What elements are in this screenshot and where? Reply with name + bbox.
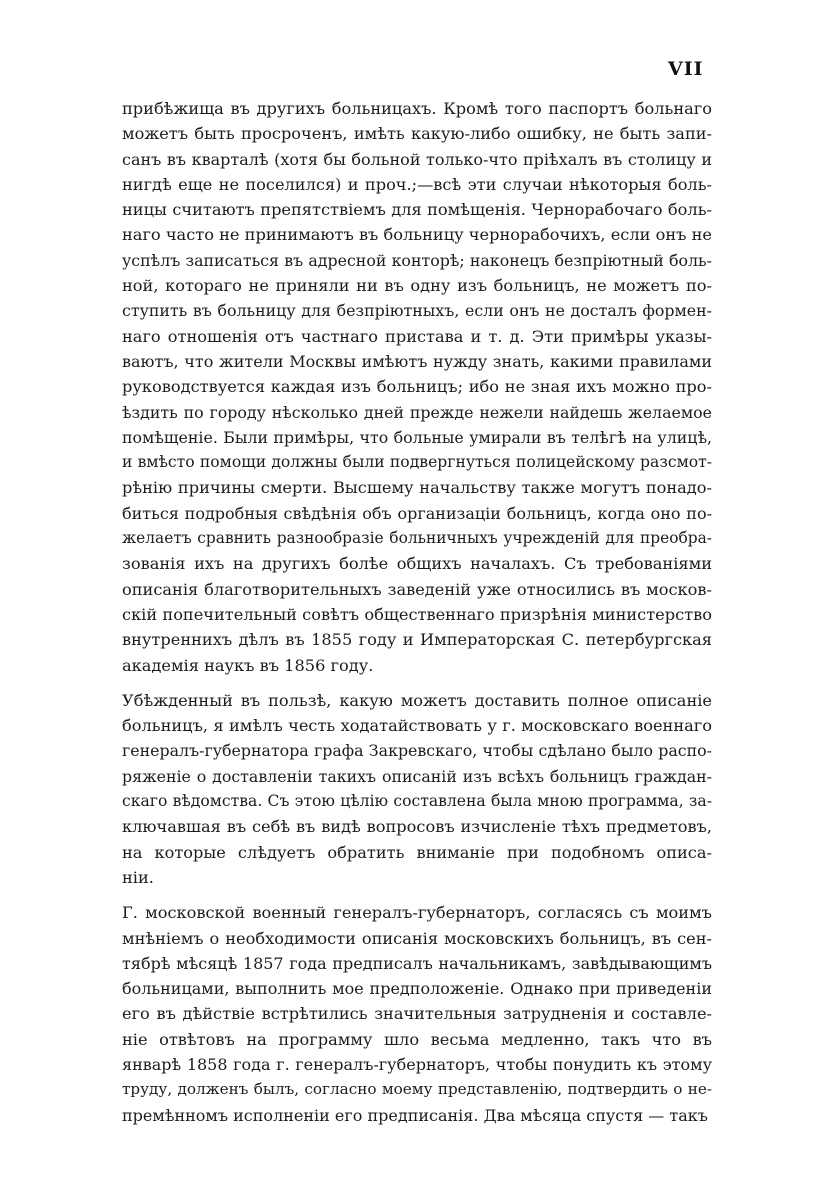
text-line: ѣздить по городу нѣсколько дней прежде нежели найдешь желаемое [122,402,712,422]
text-line: больницъ, я имѣлъ честь ходатайствовать у г. московскаго военнаго [122,716,712,736]
body-text [122,96,712,1128]
text-line: руководствуется каждая изъ больницъ; ибо не зная ихъ можно про- [122,377,712,397]
text-line: ряженіе о доставленіи такихъ описаній изъ всѣхъ больницъ граждан- [122,766,712,786]
text-line: академія наукъ въ 1856 году. [122,655,374,675]
text-line: тябрѣ мѣсяцѣ 1857 года предписалъ начальникамъ, завѣдывающимъ [122,953,712,973]
text-line: генералъ-губернатора графа Закревскаго, чтобы сдѣлано было распо- [122,741,712,761]
text-line: его въ дѣйствіе встрѣтились значительныя затрудненія и составле- [122,1004,712,1024]
text-line: скаго вѣдомства. Съ этою цѣлію составлена была мною программа, за- [122,792,712,811]
text-line: ваютъ, что жители Москвы имѣютъ нужду знать, какими правилами [122,351,712,371]
text-line: на которые слѣдуетъ обратить вниманіе при подобномъ описа- [122,842,712,862]
text-line: наго часто не принимаютъ въ больницу чернорабочихъ, если онъ не [122,225,712,245]
text-line: наго отношенія отъ частнаго пристава и т. д. Эти примѣры указы- [122,326,712,346]
text-line: зованія ихъ на другихъ болѣе общихъ началахъ. Съ требованіями [122,554,712,574]
text-line: премѣнномъ исполненіи его предписанія. Два мѣсяца спустя — такъ [122,1105,708,1125]
text-line: ключавшая въ себѣ въ видѣ вопросовъ изчисленіе тѣхъ предметовъ, [122,817,712,837]
paragraph-1 [122,96,712,678]
text-line: прибѣжища въ другихъ больницахъ. Кромѣ того паспортъ больнаго [122,99,712,118]
text-line: труду, долженъ былъ, согласно моему представленію, подтвердить о не- [122,1080,712,1099]
text-line: ницы считаютъ препятствіемъ для помѣщенія. Чернорабочаго боль- [122,200,712,220]
text-line: ніи. [122,867,154,887]
text-line: желаетъ сравнить разнообразіе больничныхъ учрежденій для преобра- [122,529,712,548]
text-line: скій попечительный совѣтъ общественнаго призрѣнія министерство [122,604,712,624]
text-line: биться подробныя свѣдѣнія объ организаціи больницъ, когда оно по- [122,503,712,523]
text-line: ступить въ больницу для безпріютныхъ, если онъ не досталъ формен- [122,301,712,321]
text-line: и вмѣсто помощи должны были подвергнуться полицейскому разсмот- [122,453,712,472]
text-line: помѣщеніе. Были примѣры, что больные умирали въ телѣгѣ на улицѣ, [122,427,712,447]
text-line: ніе отвѣтовъ на программу шло весьма медленно, такъ что въ [122,1029,712,1049]
text-line: санъ въ кварталѣ (хотя бы больной только-что пріѣхалъ въ столицу и [122,149,712,169]
text-line: описанія благотворительныхъ заведеній уже относились въ москов- [122,579,712,599]
text-line: январѣ 1858 года г. генералъ-губернаторъ, чтобы понудить къ этому [122,1054,712,1074]
text-line: внутреннихъ дѣлъ въ 1855 году и Императорская С. петербургская [122,630,712,650]
text-line: Убѣжденный въ пользѣ, какую можетъ доставить полное описаніе [122,690,712,710]
text-line: больницами, выполнить мое предположеніе. Однако при приведеніи [122,979,712,999]
text-line: мнѣніемъ о необходимости описанія московскихъ больницъ, въ сен- [122,928,712,948]
text-line: рѣнію причины смерти. Высшему начальству также могутъ понадо- [122,478,712,498]
page-number: VII [668,58,704,80]
paragraph-3 [122,900,712,1128]
paragraph-2 [122,688,712,890]
text-line: Г. московской военный генералъ-губернаторъ, согласясь съ моимъ [122,903,712,923]
text-line: ной, котораго не приняли ни въ одну изъ больницъ, не можетъ по- [122,276,712,296]
text-line: нигдѣ еще не поселился) и проч.;—всѣ эти случаи нѣкоторыя боль- [122,174,712,194]
text-line: можетъ быть просроченъ, имѣть какую-либо ошибку, не быть запи- [122,124,712,144]
text-line: успѣлъ записаться въ адресной конторѣ; наконецъ безпріютный боль- [122,250,712,270]
